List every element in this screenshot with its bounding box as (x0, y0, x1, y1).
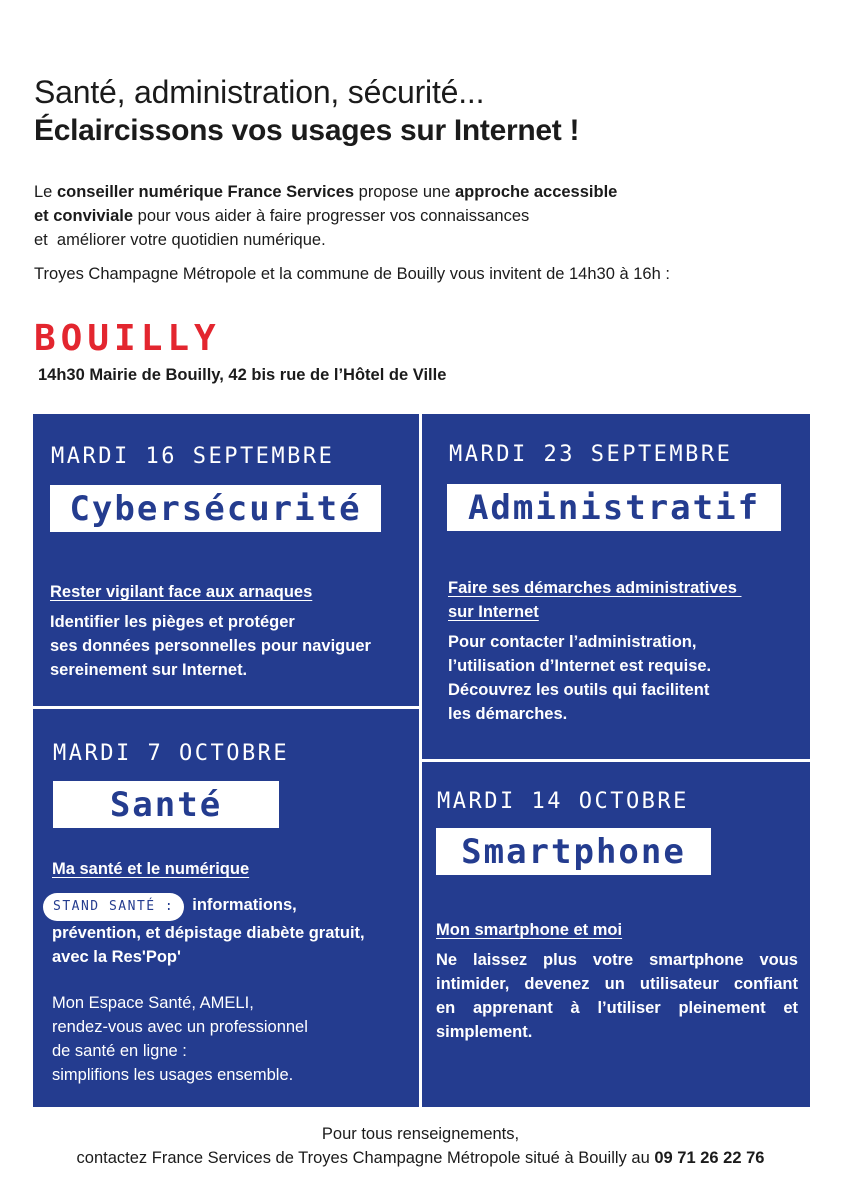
session-topic: Cybersécurité (50, 485, 381, 532)
session-description (436, 948, 798, 1044)
intro-bold: approche accessible (455, 183, 618, 201)
description-line: en apprenant à l’utiliser pleinement et (436, 999, 798, 1017)
intro-bold: et conviviale (34, 207, 134, 225)
description-line: Découvrez les outils qui facilitent (448, 681, 710, 699)
session-date: MARDI 14 OCTOBRE (437, 789, 689, 814)
session-panel-administratif (422, 414, 810, 759)
address-line: 14h30 Mairie de Bouilly, 42 bis rue de l’Hôtel de Ville (38, 366, 447, 384)
session-date: MARDI 23 SEPTEMBRE (449, 442, 733, 467)
description-line: avec la Res'Pop' (52, 948, 181, 966)
description-line: simplement. (436, 1023, 533, 1041)
session-date: MARDI 16 SEPTEMBRE (51, 444, 335, 469)
description-line: Pour contacter l’administration, (448, 633, 697, 651)
description-line: Identifier les pièges et protéger (50, 613, 295, 631)
stand-sante-badge: STAND SANTÉ : (43, 893, 184, 921)
session-date: MARDI 7 OCTOBRE (53, 741, 290, 766)
description-line: les démarches. (448, 705, 568, 723)
intro-text: Le (34, 183, 57, 201)
description-line: Mon Espace Santé, AMELI, (52, 994, 254, 1012)
description-line: simplifions les usages ensemble. (52, 1066, 294, 1084)
page-title: Éclaircissons vos usages sur Internet ! (34, 114, 580, 147)
session-description-secondary (52, 991, 412, 1087)
city-title: BOUILLY (34, 318, 221, 359)
description-line: de santé en ligne : (52, 1042, 187, 1060)
intro-bold: conseiller numérique France Services (56, 183, 355, 201)
subtitle-line: sur Internet (448, 603, 539, 621)
description-line: ses données personnelles pour naviguer (50, 637, 371, 655)
heading-line1: Santé, administration, sécurité... (34, 74, 485, 110)
session-topic: Smartphone (436, 828, 711, 875)
footer-line: Pour tous renseignements, (321, 1125, 520, 1143)
description-line: l’utilisation d’Internet est requise. (448, 657, 712, 675)
intro-text: et améliorer votre quotidien numérique. (34, 231, 326, 249)
intro-text: pour vous aider à faire progresser vos connaissances (133, 207, 530, 225)
description-line: prévention, et dépistage diabète gratuit, (52, 924, 365, 942)
session-subtitle: Ma santé et le numérique (52, 860, 250, 878)
footer-line: contactez France Services de Troyes Champagne Métropole situé à Bouilly au (76, 1149, 655, 1167)
description-line: rendez-vous avec un professionnel (52, 1018, 308, 1036)
session-subtitle (448, 576, 798, 624)
session-topic: Santé (53, 781, 279, 828)
session-panel-sante (33, 709, 419, 1107)
session-subtitle: Mon smartphone et moi (436, 921, 623, 939)
footer-contact (0, 1122, 841, 1170)
intro-paragraph (34, 180, 754, 252)
session-description (43, 893, 415, 969)
subtitle-line: Faire ses démarches administratives (448, 579, 742, 597)
description-line: Ne laissez plus votre smartphone vous (436, 951, 798, 969)
session-topic: Administratif (447, 484, 781, 531)
description-line: intimider, devenez un utilisateur confiant (436, 975, 798, 993)
phone-number: 09 71 26 22 76 (654, 1149, 765, 1167)
session-description (448, 630, 798, 726)
session-subtitle: Rester vigilant face aux arnaques (50, 583, 313, 601)
session-panel-cybersecurite (33, 414, 419, 706)
intro-text: propose une (354, 183, 455, 201)
session-description (50, 610, 410, 682)
badge-description: informations, (192, 896, 297, 914)
description-line: sereinement sur Internet. (50, 661, 248, 679)
session-panel-smartphone (422, 762, 810, 1107)
invitation-text: Troyes Champagne Métropole et la commune de Bouilly vous invitent de 14h30 à 16h : (34, 265, 670, 283)
